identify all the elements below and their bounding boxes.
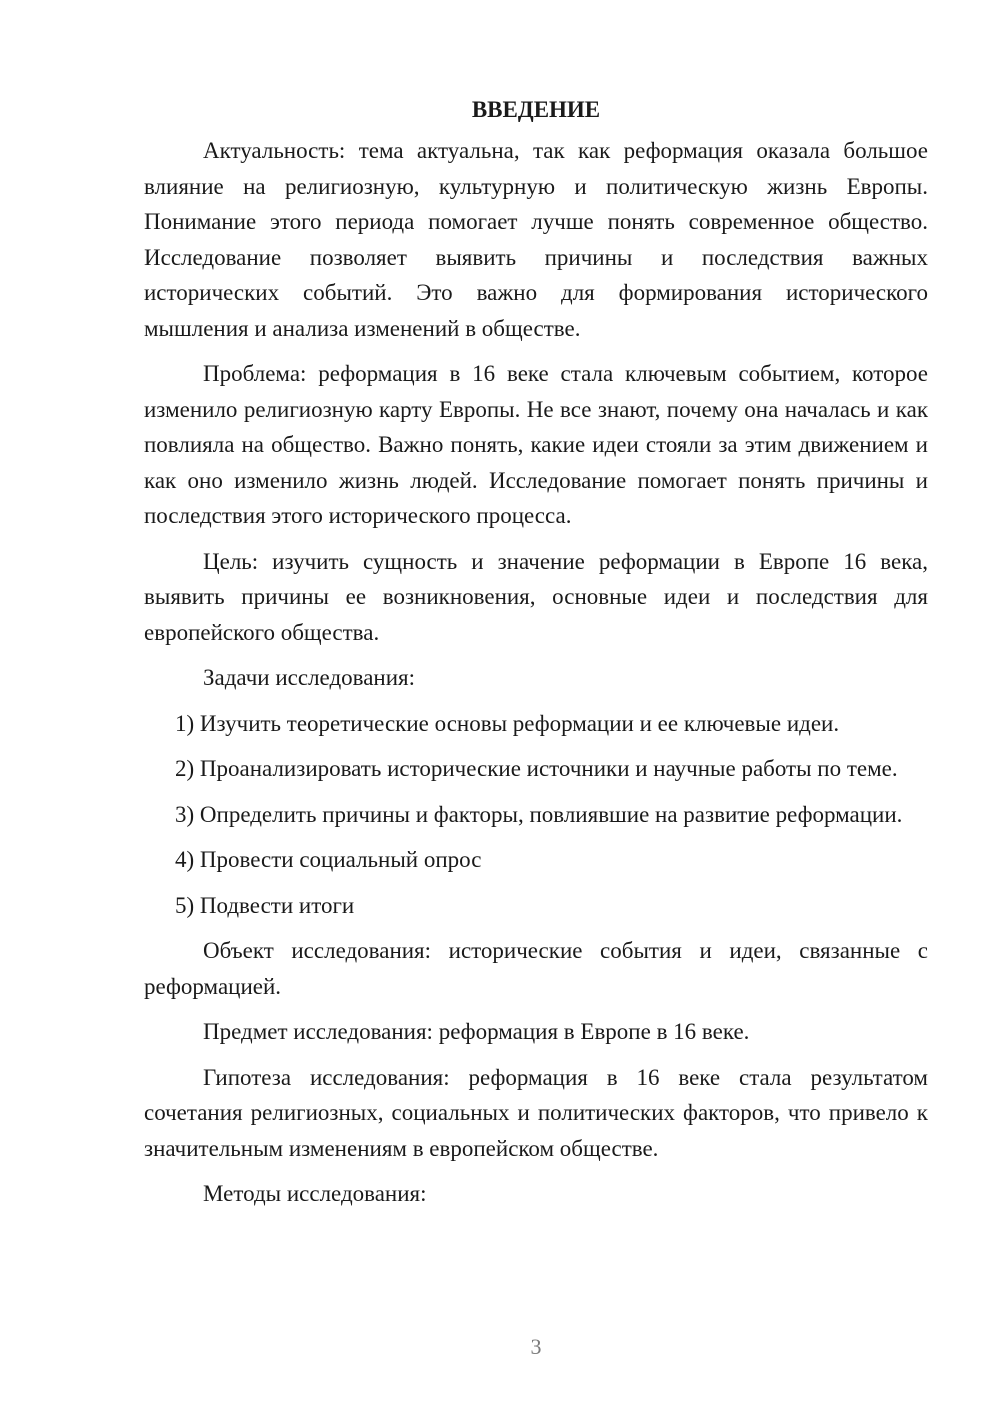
paragraph-relevance: Актуальность: тема актуальна, так как реформация оказала большое влияние на религиозную, культурную и политическую жизнь Европы. Понимание этого периода помогает лучше понять современное общество. Исследование позволяет выявить причины и последствия важных исторических событий. Это важно для формирования исторического мышления и анализа изменений в обществе.	[144, 138, 928, 341]
page-title: ВВЕДЕНИЕ	[471, 97, 601, 122]
list-item: 1) Изучить теоретические основы реформации и ее ключевые идеи.	[175, 710, 840, 736]
list-item: 2) Проанализировать исторические источники и научные работы по теме.	[175, 756, 898, 781]
list-item: 3) Определить причины и факторы, повлиявшие на развитие реформации.	[175, 801, 903, 827]
paragraph-methods: Методы исследования:	[203, 1181, 427, 1206]
paragraph-problem: Проблема: реформация в 16 веке стала ключевым событием, которое изменило религиозную карту Европы. Не все знают, почему она началась и как повлияла на общество. Важно понять, какие идеи стояли за этим движением и как оно изменило жизнь людей. Исследование помогает понять причины и последствия этого исторического процесса.	[144, 361, 928, 528]
list-item: 4) Провести социальный опрос	[175, 847, 482, 872]
document-page	[144, 92, 928, 1212]
paragraph-hypothesis: Гипотеза исследования: реформация в 16 веке стала результатом сочетания религиозных, социальных и политических факторов, что привело к значительным изменениям в европейском обществе.	[144, 1064, 928, 1161]
paragraph-goal: Цель: изучить сущность и значение реформации в Европе 16 века, выявить причины ее возникновения, основные идеи и последствия для европейского общества.	[144, 548, 928, 645]
paragraph-object: Объект исследования: исторические события и идеи, связанные с реформацией.	[144, 938, 928, 999]
paragraph-subject: Предмет исследования: реформация в Европе в 16 веке.	[203, 1019, 750, 1044]
page-number: 3	[530, 1334, 542, 1359]
list-item: 5) Подвести итоги	[175, 892, 355, 918]
paragraph-tasks-heading: Задачи исследования:	[203, 665, 416, 690]
